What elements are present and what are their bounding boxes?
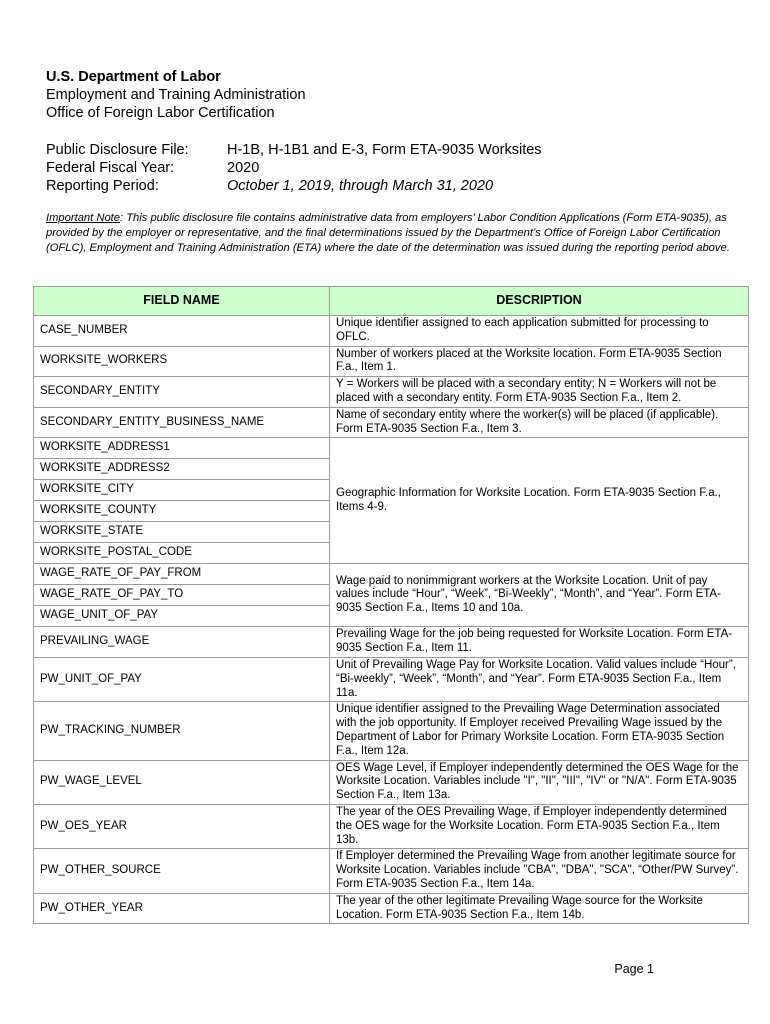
- field-description: Unit of Prevailing Wage Pay for Worksite Location. Valid values include “Hour”, “Bi-weekly”, “Week”, “Month”, and “Year”. Form ETA-9035 Section F.a., Item 11a.: [330, 657, 749, 701]
- field-name: WORKSITE_CITY: [34, 480, 330, 501]
- table-row: [34, 316, 749, 347]
- field-name: WAGE_RATE_OF_PAY_FROM: [34, 564, 330, 585]
- field-name: SECONDARY_ENTITY: [34, 377, 330, 408]
- important-note: [46, 211, 736, 257]
- table-row: [34, 564, 749, 585]
- field-name: PW_TRACKING_NUMBER: [34, 702, 330, 760]
- department-name: U.S. Department of Labor: [46, 69, 221, 85]
- page-number: Page 1: [614, 962, 654, 976]
- field-description: Prevailing Wage for the job being requested for Worksite Location. Form ETA-9035 Section F.a., Item 11.: [330, 627, 749, 658]
- table-row: [34, 657, 749, 701]
- field-description: Name of secondary entity where the worker(s) will be placed (if applicable). Form ETA-9035 Section F.a., Item 3.: [330, 407, 749, 438]
- table-row: [34, 346, 749, 377]
- file-value: H-1B, H-1B1 and E-3, Form ETA-9035 Worksites: [227, 142, 542, 158]
- field-name: PW_OTHER_YEAR: [34, 893, 330, 924]
- field-name: SECONDARY_ENTITY_BUSINESS_NAME: [34, 407, 330, 438]
- table-row: [34, 438, 749, 459]
- document-header: [46, 68, 306, 122]
- field-name: WORKSITE_COUNTY: [34, 501, 330, 522]
- field-description: Number of workers placed at the Worksite location. Form ETA-9035 Section F.a., Item 1.: [330, 346, 749, 377]
- office-name: Office of Foreign Labor Certification: [46, 105, 275, 121]
- field-name: PW_OES_YEAR: [34, 804, 330, 848]
- file-row: [46, 141, 542, 159]
- table-row: [34, 627, 749, 658]
- field-name-header: FIELD NAME: [34, 287, 330, 316]
- table-row: [34, 849, 749, 893]
- field-name: WORKSITE_ADDRESS1: [34, 438, 330, 459]
- year-row: [46, 159, 542, 177]
- file-metadata: [46, 141, 542, 195]
- field-name: WAGE_RATE_OF_PAY_TO: [34, 585, 330, 606]
- table-header-row: [34, 287, 749, 316]
- table-row: [34, 893, 749, 924]
- field-description: OES Wage Level, if Employer independently determined the OES Wage for the Worksite Location. Variables include "I", "II", "III", "IV" or "N/A". Form ETA-9035 Section F.a., Item 13a.: [330, 760, 749, 804]
- field-name: WAGE_UNIT_OF_PAY: [34, 606, 330, 627]
- field-description: The year of the other legitimate Prevailing Wage source for the Worksite Location. Form ETA-9035 Section F.a., Item 14b.: [330, 893, 749, 924]
- field-name: PREVAILING_WAGE: [34, 627, 330, 658]
- table-row: [34, 804, 749, 848]
- field-description: Unique identifier assigned to each application submitted for processing to OFLC.: [330, 316, 749, 347]
- note-label: Important Note: [46, 212, 120, 224]
- field-description: The year of the OES Prevailing Wage, if Employer independently determined the OES wage for the Worksite Location. Form ETA-9035 Section F.a., Item 13b.: [330, 804, 749, 848]
- note-text: : This public disclosure file contains administrative data from employers’ Labor Condition Applications (Form ETA-9035), as provided by the employer or representative, and the final determinations issued by the Department’s Office of Foreign Labor Certification (OFLC), Employment and Training Administration (ETA) where the date of the determination was issued during the reporting period above.: [46, 212, 730, 255]
- field-name: WORKSITE_ADDRESS2: [34, 459, 330, 480]
- year-label: Federal Fiscal Year:: [46, 160, 175, 176]
- field-name: WORKSITE_POSTAL_CODE: [34, 543, 330, 564]
- file-label: Public Disclosure File:: [46, 142, 189, 158]
- field-name: WORKSITE_WORKERS: [34, 346, 330, 377]
- table-row: [34, 377, 749, 408]
- table-row: [34, 702, 749, 760]
- administration-name: Employment and Training Administration: [46, 87, 306, 103]
- wage-description: Wage paid to nonimmigrant workers at the Worksite Location. Unit of pay values include “Hour”, “Week”, “Bi-Weekly”, “Month”, and “Year”. Form ETA-9035 Section F.a., Items 10 and 10a.: [330, 564, 749, 627]
- field-description: Y = Workers will be placed with a secondary entity; N = Workers will not be placed with a secondary entity. Form ETA-9035 Section F.a., Item 2.: [330, 377, 749, 408]
- description-header: DESCRIPTION: [330, 287, 749, 316]
- geographic-description: Geographic Information for Worksite Location. Form ETA-9035 Section F.a., Items 4-9.: [330, 438, 749, 564]
- field-description: Unique identifier assigned to the Prevailing Wage Determination associated with the job opportunity. If Employer received Prevailing Wage issued by the Department of Labor for Primary Worksite Location. Form ETA-9035 Section F.a., Item 12a.: [330, 702, 749, 760]
- field-name: PW_WAGE_LEVEL: [34, 760, 330, 804]
- table-row: [34, 760, 749, 804]
- period-row: [46, 177, 542, 195]
- field-table: [33, 286, 749, 924]
- field-description: If Employer determined the Prevailing Wage from another legitimate source for Worksite Location. Variables include "CBA", "DBA", "SCA", “Other/PW Survey”. Form ETA-9035 Section F.a., Item 14a.: [330, 849, 749, 893]
- field-name: PW_UNIT_OF_PAY: [34, 657, 330, 701]
- table-row: [34, 407, 749, 438]
- field-name: WORKSITE_STATE: [34, 522, 330, 543]
- field-name: CASE_NUMBER: [34, 316, 330, 347]
- period-label: Reporting Period:: [46, 178, 159, 194]
- field-name: PW_OTHER_SOURCE: [34, 849, 330, 893]
- year-value: 2020: [227, 160, 260, 176]
- period-value: October 1, 2019, through March 31, 2020: [227, 178, 494, 194]
